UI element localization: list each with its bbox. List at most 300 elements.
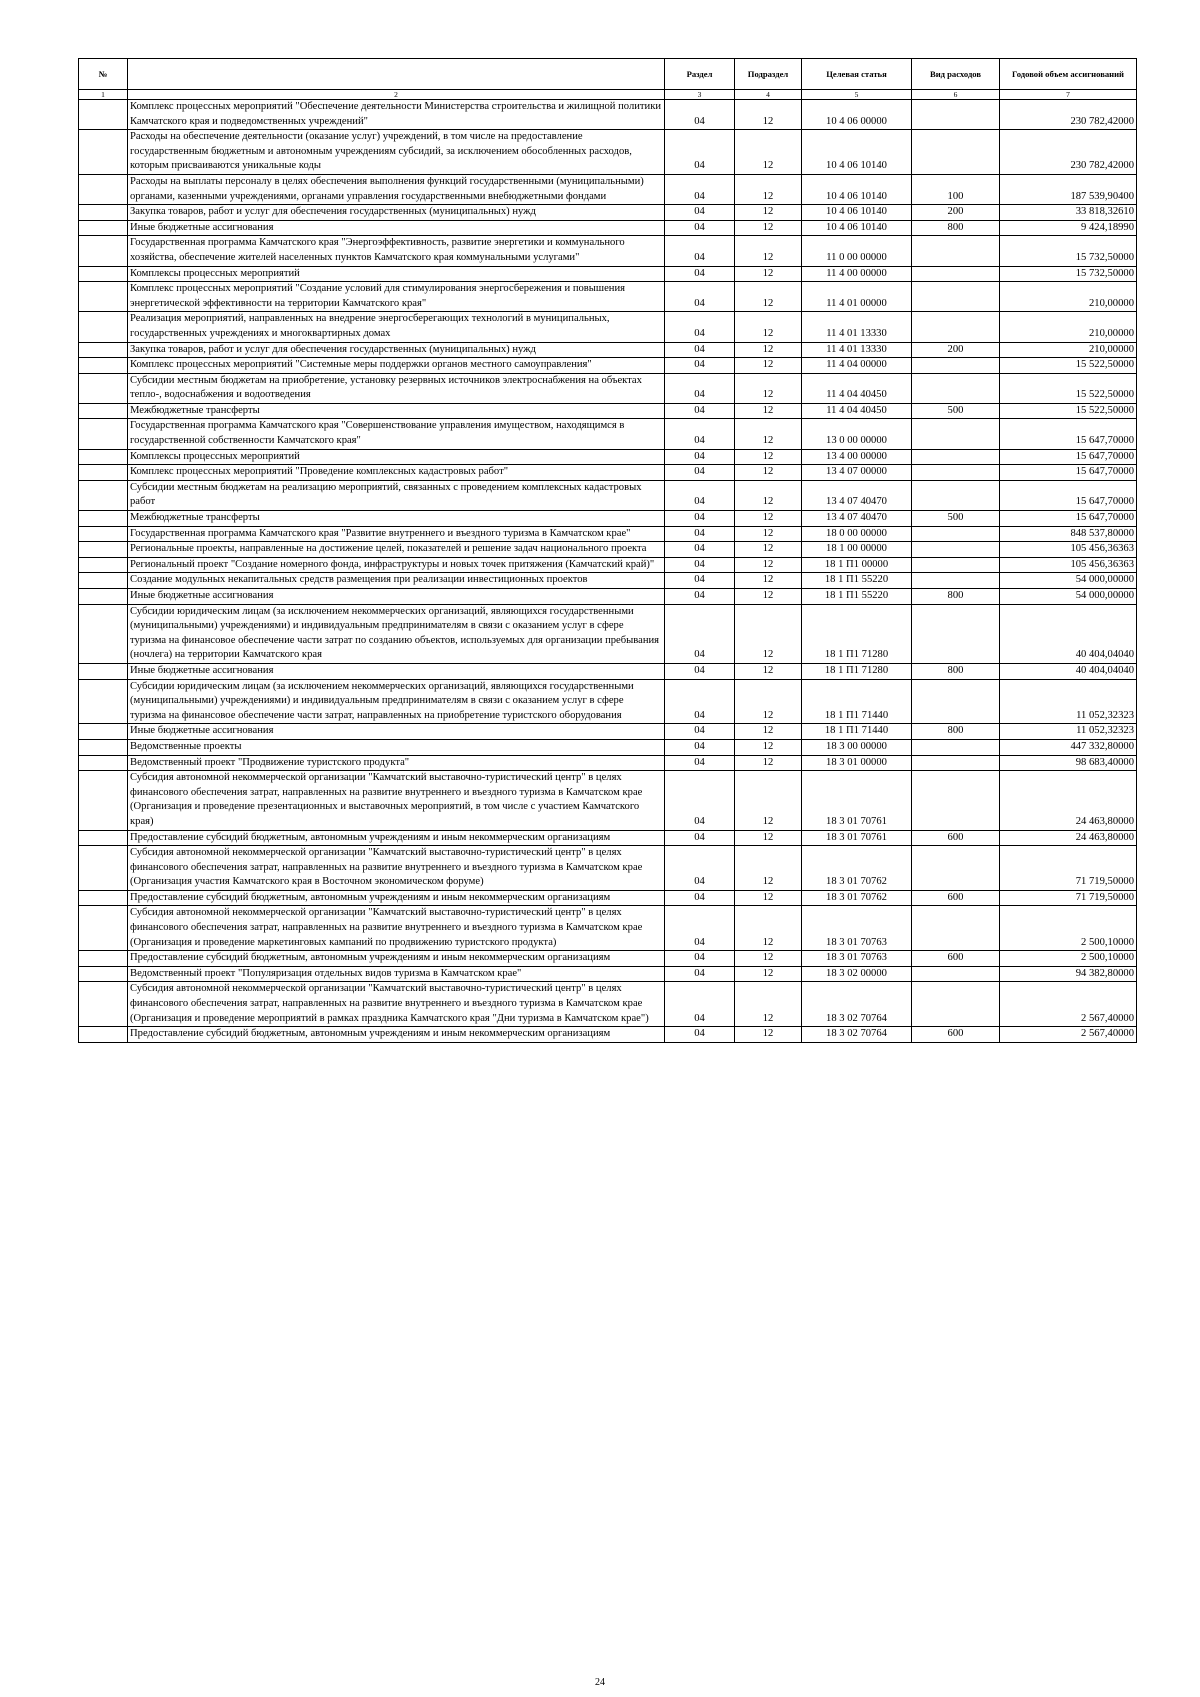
row-name: Межбюджетные трансферты [128, 403, 665, 419]
row-name: Иные бюджетные ассигнования [128, 220, 665, 236]
row-name: Субсидии местным бюджетам на приобретение, установку резервных источников электроснабжения на объектах тепло-, водоснабжения и водоотведения [128, 373, 665, 403]
row-razdel: 04 [665, 312, 735, 342]
row-podrazdel: 12 [735, 846, 802, 891]
row-podrazdel: 12 [735, 542, 802, 558]
row-tselevaya-statya: 18 3 01 00000 [802, 755, 912, 771]
row-vid-raskhodov: 600 [912, 890, 1000, 906]
header-no: № [79, 59, 128, 90]
row-vid-raskhodov: 800 [912, 589, 1000, 605]
row-number [79, 526, 128, 542]
table-row [79, 480, 1137, 510]
row-podrazdel: 12 [735, 830, 802, 846]
row-tselevaya-statya: 11 4 04 40450 [802, 403, 912, 419]
row-tselevaya-statya: 18 3 01 70762 [802, 890, 912, 906]
row-razdel: 04 [665, 526, 735, 542]
row-summa: 40 404,04040 [1000, 663, 1137, 679]
header-row [79, 59, 1137, 90]
row-tselevaya-statya: 11 4 01 13330 [802, 342, 912, 358]
row-number [79, 557, 128, 573]
row-name: Региональный проект "Создание номерного фонда, инфраструктуры и новых точек притяжения (Камчатский край)" [128, 557, 665, 573]
row-podrazdel: 12 [735, 724, 802, 740]
row-razdel: 04 [665, 589, 735, 605]
page-number: 24 [595, 1677, 605, 1688]
table-row [79, 573, 1137, 589]
row-tselevaya-statya: 18 3 02 70764 [802, 1027, 912, 1043]
row-name: Субсидии юридическим лицам (за исключением некоммерческих организаций, являющихся государственными (муниципальными) учреждениями) и индивидуальным предпринимателям в связи с оказанием услуг в сфере туризма на финансовое обеспечение части затрат, направленных на приобретение туристского оборудования [128, 679, 665, 724]
table-row [79, 174, 1137, 204]
row-summa: 447 332,80000 [1000, 739, 1137, 755]
row-razdel: 04 [665, 542, 735, 558]
row-tselevaya-statya: 11 4 00 00000 [802, 266, 912, 282]
row-vid-raskhodov [912, 542, 1000, 558]
row-tselevaya-statya: 10 4 06 10140 [802, 174, 912, 204]
column-number: 5 [802, 90, 912, 100]
header-name [128, 59, 665, 90]
row-vid-raskhodov [912, 419, 1000, 449]
row-tselevaya-statya: 18 1 00 00000 [802, 542, 912, 558]
row-podrazdel: 12 [735, 205, 802, 221]
row-number [79, 312, 128, 342]
row-name: Комплекс процессных мероприятий "Системные меры поддержки органов местного самоуправления" [128, 358, 665, 374]
row-name: Ведомственный проект "Продвижение туристского продукта" [128, 755, 665, 771]
table-row [79, 342, 1137, 358]
budget-sheet [78, 58, 1136, 1043]
row-vid-raskhodov [912, 557, 1000, 573]
row-summa: 15 522,50000 [1000, 403, 1137, 419]
row-podrazdel: 12 [735, 951, 802, 967]
table-row [79, 100, 1137, 130]
row-vid-raskhodov: 800 [912, 220, 1000, 236]
row-summa: 2 567,40000 [1000, 982, 1137, 1027]
budget-table [78, 58, 1137, 1043]
row-tselevaya-statya: 11 4 01 13330 [802, 312, 912, 342]
header-godovoy-obem: Годовой объем ассигнований [1000, 59, 1137, 90]
row-tselevaya-statya: 18 3 02 00000 [802, 966, 912, 982]
row-name: Государственная программа Камчатского края "Энергоэффективность, развитие энергетики и коммунального хозяйства, обеспечение жителей населенных пунктов Камчатского края коммунальными услугами" [128, 236, 665, 266]
row-tselevaya-statya: 18 3 01 70761 [802, 830, 912, 846]
row-number [79, 358, 128, 374]
row-summa: 15 647,70000 [1000, 480, 1137, 510]
row-vid-raskhodov [912, 465, 1000, 481]
row-name: Предоставление субсидий бюджетным, автономным учреждениям и иным некоммерческим организациям [128, 830, 665, 846]
row-vid-raskhodov [912, 526, 1000, 542]
row-tselevaya-statya: 18 0 00 00000 [802, 526, 912, 542]
row-name: Иные бюджетные ассигнования [128, 724, 665, 740]
row-number [79, 542, 128, 558]
row-number [79, 465, 128, 481]
row-vid-raskhodov: 800 [912, 724, 1000, 740]
row-summa: 33 818,32610 [1000, 205, 1137, 221]
row-podrazdel: 12 [735, 358, 802, 374]
row-vid-raskhodov: 600 [912, 951, 1000, 967]
row-name: Расходы на обеспечение деятельности (оказание услуг) учреждений, в том числе на предоставление государственным бюджетным и автономным учреждениям субсидий, за исключением обособленных расходов, которым присваиваются уникальные коды [128, 130, 665, 175]
row-tselevaya-statya: 10 4 06 10140 [802, 130, 912, 175]
row-number [79, 480, 128, 510]
row-summa: 210,00000 [1000, 312, 1137, 342]
row-vid-raskhodov: 100 [912, 174, 1000, 204]
table-row [79, 589, 1137, 605]
row-vid-raskhodov [912, 100, 1000, 130]
row-tselevaya-statya: 18 1 П1 71440 [802, 724, 912, 740]
row-razdel: 04 [665, 771, 735, 830]
table-row [79, 982, 1137, 1027]
row-vid-raskhodov [912, 312, 1000, 342]
row-tselevaya-statya: 18 3 01 70762 [802, 846, 912, 891]
row-number [79, 739, 128, 755]
table-row [79, 542, 1137, 558]
row-podrazdel: 12 [735, 906, 802, 951]
row-number [79, 906, 128, 951]
row-podrazdel: 12 [735, 739, 802, 755]
table-row [79, 312, 1137, 342]
row-name: Субсидия автономной некоммерческой организации "Камчатский выставочно-туристический центр" в целях финансового обеспечения затрат, направленных на развитие внутреннего и въездного туризма в Камчатском крае (Организация участия Камчатского края в Восточном экономическом форуме) [128, 846, 665, 891]
row-tselevaya-statya: 18 3 01 70761 [802, 771, 912, 830]
table-row [79, 724, 1137, 740]
row-number [79, 342, 128, 358]
row-razdel: 04 [665, 174, 735, 204]
header-podrazdel: Подраздел [735, 59, 802, 90]
row-podrazdel: 12 [735, 449, 802, 465]
row-name: Закупка товаров, работ и услуг для обеспечения государственных (муниципальных) нужд [128, 205, 665, 221]
row-vid-raskhodov [912, 755, 1000, 771]
row-podrazdel: 12 [735, 100, 802, 130]
column-number: 2 [128, 90, 665, 100]
row-name: Региональные проекты, направленные на достижение целей, показателей и решение задач национального проекта [128, 542, 665, 558]
row-razdel: 04 [665, 906, 735, 951]
row-podrazdel: 12 [735, 220, 802, 236]
row-number [79, 771, 128, 830]
row-name: Субсидии юридическим лицам (за исключением некоммерческих организаций, являющихся государственными (муниципальными) учреждениями) и индивидуальным предпринимателям в связи с оказанием услуг в сфере туризма на финансовое обеспечение части затрат по созданию объектов, используемых для организации пребывания (ночлега) на территории Камчатского края [128, 604, 665, 663]
table-header [79, 59, 1137, 100]
row-podrazdel: 12 [735, 373, 802, 403]
row-vid-raskhodov [912, 266, 1000, 282]
table-row [79, 282, 1137, 312]
table-row [79, 663, 1137, 679]
row-name: Субсидии местным бюджетам на реализацию мероприятий, связанных с проведением комплексных кадастровых работ [128, 480, 665, 510]
row-summa: 9 424,18990 [1000, 220, 1137, 236]
row-razdel: 04 [665, 342, 735, 358]
row-tselevaya-statya: 10 4 06 10140 [802, 205, 912, 221]
row-summa: 187 539,90400 [1000, 174, 1137, 204]
row-podrazdel: 12 [735, 589, 802, 605]
row-podrazdel: 12 [735, 236, 802, 266]
row-razdel: 04 [665, 130, 735, 175]
table-row [79, 373, 1137, 403]
row-number [79, 589, 128, 605]
row-summa: 105 456,36363 [1000, 542, 1137, 558]
row-vid-raskhodov [912, 966, 1000, 982]
row-podrazdel: 12 [735, 266, 802, 282]
row-summa: 230 782,42000 [1000, 100, 1137, 130]
table-row [79, 557, 1137, 573]
row-summa: 105 456,36363 [1000, 557, 1137, 573]
row-razdel: 04 [665, 739, 735, 755]
row-summa: 11 052,32323 [1000, 679, 1137, 724]
row-podrazdel: 12 [735, 511, 802, 527]
row-podrazdel: 12 [735, 890, 802, 906]
row-podrazdel: 12 [735, 573, 802, 589]
row-name: Создание модульных некапитальных средств размещения при реализации инвестиционных проектов [128, 573, 665, 589]
row-summa: 54 000,00000 [1000, 573, 1137, 589]
row-number [79, 100, 128, 130]
row-tselevaya-statya: 18 1 П1 55220 [802, 589, 912, 605]
row-number [79, 846, 128, 891]
row-tselevaya-statya: 13 0 00 00000 [802, 419, 912, 449]
row-tselevaya-statya: 10 4 06 10140 [802, 220, 912, 236]
row-name: Субсидия автономной некоммерческой организации "Камчатский выставочно-туристический центр" в целях финансового обеспечения затрат, направленных на развитие внутреннего и въездного туризма в Камчатском крае (Организация и проведение мероприятий в рамках праздника Камчатского края "Дни туризма в Камчатском крае") [128, 982, 665, 1027]
row-name: Межбюджетные трансферты [128, 511, 665, 527]
row-number [79, 373, 128, 403]
table-row [79, 358, 1137, 374]
row-name: Комплекс процессных мероприятий "Проведение комплексных кадастровых работ" [128, 465, 665, 481]
column-number: 3 [665, 90, 735, 100]
row-summa: 15 522,50000 [1000, 373, 1137, 403]
row-tselevaya-statya: 10 4 06 00000 [802, 100, 912, 130]
row-number [79, 755, 128, 771]
header-razdel: Раздел [665, 59, 735, 90]
row-razdel: 04 [665, 1027, 735, 1043]
row-number [79, 449, 128, 465]
row-razdel: 04 [665, 236, 735, 266]
row-summa: 2 500,10000 [1000, 951, 1137, 967]
row-podrazdel: 12 [735, 480, 802, 510]
row-razdel: 04 [665, 982, 735, 1027]
row-razdel: 04 [665, 951, 735, 967]
table-row [79, 604, 1137, 663]
row-number [79, 282, 128, 312]
row-tselevaya-statya: 18 3 02 70764 [802, 982, 912, 1027]
row-summa: 98 683,40000 [1000, 755, 1137, 771]
table-row [79, 526, 1137, 542]
row-summa: 54 000,00000 [1000, 589, 1137, 605]
table-row [79, 830, 1137, 846]
row-razdel: 04 [665, 890, 735, 906]
row-number [79, 205, 128, 221]
table-row [79, 966, 1137, 982]
row-razdel: 04 [665, 480, 735, 510]
row-name: Государственная программа Камчатского края "Совершенствование управления имуществом, находящимся в государственной собственности Камчатского края" [128, 419, 665, 449]
row-summa: 94 382,80000 [1000, 966, 1137, 982]
row-vid-raskhodov [912, 130, 1000, 175]
row-summa: 15 647,70000 [1000, 449, 1137, 465]
row-summa: 15 732,50000 [1000, 236, 1137, 266]
row-number [79, 890, 128, 906]
row-number [79, 679, 128, 724]
row-podrazdel: 12 [735, 604, 802, 663]
row-vid-raskhodov [912, 739, 1000, 755]
column-number: 7 [1000, 90, 1137, 100]
row-tselevaya-statya: 13 4 07 00000 [802, 465, 912, 481]
row-name: Комплекс процессных мероприятий "Обеспечение деятельности Министерства строительства и жилищной политики Камчатского края и подведомственных учреждений" [128, 100, 665, 130]
row-name: Комплексы процессных мероприятий [128, 449, 665, 465]
row-summa: 15 647,70000 [1000, 511, 1137, 527]
row-tselevaya-statya: 11 4 01 00000 [802, 282, 912, 312]
row-vid-raskhodov: 600 [912, 1027, 1000, 1043]
row-number [79, 236, 128, 266]
row-number [79, 419, 128, 449]
row-name: Предоставление субсидий бюджетным, автономным учреждениям и иным некоммерческим организациям [128, 890, 665, 906]
row-number [79, 220, 128, 236]
row-podrazdel: 12 [735, 342, 802, 358]
table-row [79, 465, 1137, 481]
table-row [79, 846, 1137, 891]
row-razdel: 04 [665, 966, 735, 982]
row-podrazdel: 12 [735, 312, 802, 342]
row-number [79, 966, 128, 982]
row-name: Иные бюджетные ассигнования [128, 589, 665, 605]
row-razdel: 04 [665, 419, 735, 449]
row-summa: 2 500,10000 [1000, 906, 1137, 951]
row-name: Ведомственные проекты [128, 739, 665, 755]
row-number [79, 511, 128, 527]
row-summa: 40 404,04040 [1000, 604, 1137, 663]
row-tselevaya-statya: 18 3 01 70763 [802, 951, 912, 967]
row-vid-raskhodov [912, 679, 1000, 724]
row-number [79, 1027, 128, 1043]
row-razdel: 04 [665, 679, 735, 724]
row-razdel: 04 [665, 403, 735, 419]
row-summa: 15 647,70000 [1000, 465, 1137, 481]
row-summa: 15 522,50000 [1000, 358, 1137, 374]
row-razdel: 04 [665, 511, 735, 527]
row-name: Расходы на выплаты персоналу в целях обеспечения выполнения функций государственными (муниципальными) органами, казенными учреждениями, органами управления государственными внебюджетными фондами [128, 174, 665, 204]
row-name: Предоставление субсидий бюджетным, автономным учреждениям и иным некоммерческим организациям [128, 951, 665, 967]
row-vid-raskhodov: 800 [912, 663, 1000, 679]
table-row [79, 220, 1137, 236]
table-row [79, 130, 1137, 175]
row-vid-raskhodov [912, 282, 1000, 312]
row-podrazdel: 12 [735, 755, 802, 771]
row-podrazdel: 12 [735, 982, 802, 1027]
row-podrazdel: 12 [735, 174, 802, 204]
row-razdel: 04 [665, 465, 735, 481]
row-summa: 15 647,70000 [1000, 419, 1137, 449]
row-number [79, 982, 128, 1027]
row-razdel: 04 [665, 557, 735, 573]
row-number [79, 830, 128, 846]
row-vid-raskhodov [912, 449, 1000, 465]
row-tselevaya-statya: 18 1 П1 71280 [802, 663, 912, 679]
header-tselevaya-statya: Целевая статья [802, 59, 912, 90]
column-number-row [79, 90, 1137, 100]
row-number [79, 604, 128, 663]
table-row [79, 419, 1137, 449]
row-podrazdel: 12 [735, 557, 802, 573]
row-podrazdel: 12 [735, 130, 802, 175]
row-tselevaya-statya: 18 3 01 70763 [802, 906, 912, 951]
row-podrazdel: 12 [735, 403, 802, 419]
row-number [79, 174, 128, 204]
row-summa: 24 463,80000 [1000, 771, 1137, 830]
row-vid-raskhodov: 500 [912, 511, 1000, 527]
row-tselevaya-statya: 18 1 П1 00000 [802, 557, 912, 573]
table-row [79, 679, 1137, 724]
table-row [79, 236, 1137, 266]
row-razdel: 04 [665, 663, 735, 679]
table-row [79, 739, 1137, 755]
row-tselevaya-statya: 13 4 07 40470 [802, 480, 912, 510]
column-number: 4 [735, 90, 802, 100]
row-number [79, 266, 128, 282]
row-summa: 11 052,32323 [1000, 724, 1137, 740]
row-summa: 24 463,80000 [1000, 830, 1137, 846]
row-razdel: 04 [665, 100, 735, 130]
table-row [79, 449, 1137, 465]
row-tselevaya-statya: 13 4 00 00000 [802, 449, 912, 465]
row-tselevaya-statya: 18 1 П1 71280 [802, 604, 912, 663]
row-vid-raskhodov: 200 [912, 205, 1000, 221]
row-razdel: 04 [665, 604, 735, 663]
table-row [79, 890, 1137, 906]
row-vid-raskhodov [912, 604, 1000, 663]
row-name: Реализация мероприятий, направленных на внедрение энергосберегающих технологий в муниципальных, государственных учреждениях и многоквартирных домах [128, 312, 665, 342]
row-razdel: 04 [665, 449, 735, 465]
row-razdel: 04 [665, 573, 735, 589]
table-row [79, 951, 1137, 967]
row-vid-raskhodov [912, 846, 1000, 891]
row-podrazdel: 12 [735, 771, 802, 830]
row-summa: 71 719,50000 [1000, 890, 1137, 906]
table-row [79, 266, 1137, 282]
row-razdel: 04 [665, 358, 735, 374]
row-vid-raskhodov [912, 573, 1000, 589]
table-row [79, 1027, 1137, 1043]
row-vid-raskhodov: 600 [912, 830, 1000, 846]
row-razdel: 04 [665, 755, 735, 771]
row-name: Государственная программа Камчатского края "Развитие внутреннего и въездного туризма в Камчатском крае" [128, 526, 665, 542]
row-tselevaya-statya: 11 4 04 40450 [802, 373, 912, 403]
row-razdel: 04 [665, 282, 735, 312]
row-number [79, 663, 128, 679]
row-podrazdel: 12 [735, 679, 802, 724]
row-number [79, 724, 128, 740]
row-razdel: 04 [665, 205, 735, 221]
row-vid-raskhodov [912, 236, 1000, 266]
row-razdel: 04 [665, 266, 735, 282]
row-podrazdel: 12 [735, 465, 802, 481]
row-vid-raskhodov: 500 [912, 403, 1000, 419]
table-row [79, 755, 1137, 771]
row-summa: 71 719,50000 [1000, 846, 1137, 891]
column-number: 1 [79, 90, 128, 100]
row-summa: 210,00000 [1000, 282, 1137, 312]
table-body [79, 100, 1137, 1043]
row-tselevaya-statya: 18 1 П1 71440 [802, 679, 912, 724]
row-podrazdel: 12 [735, 419, 802, 449]
row-tselevaya-statya: 13 4 07 40470 [802, 511, 912, 527]
row-name: Закупка товаров, работ и услуг для обеспечения государственных (муниципальных) нужд [128, 342, 665, 358]
row-summa: 15 732,50000 [1000, 266, 1137, 282]
row-name: Субсидия автономной некоммерческой организации "Камчатский выставочно-туристический центр" в целях финансового обеспечения затрат, направленных на развитие внутреннего и въездного туризма в Камчатском крае (Организация и проведение маркетинговых кампаний по продвижению туристского продукта) [128, 906, 665, 951]
table-row [79, 205, 1137, 221]
row-name: Комплексы процессных мероприятий [128, 266, 665, 282]
table-row [79, 771, 1137, 830]
row-name: Субсидия автономной некоммерческой организации "Камчатский выставочно-туристический центр" в целях финансового обеспечения затрат, направленных на развитие внутреннего и въездного туризма в Камчатском крае (Организация и проведение презентационных и выставочных мероприятий, в том числе с участием Камчатского края) [128, 771, 665, 830]
row-name: Комплекс процессных мероприятий "Создание условий для стимулирования энергосбережения и повышения энергетической эффективности на территории Камчатского края" [128, 282, 665, 312]
row-summa: 2 567,40000 [1000, 1027, 1137, 1043]
row-tselevaya-statya: 18 3 00 00000 [802, 739, 912, 755]
header-vid-raskhodov: Вид расходов [912, 59, 1000, 90]
table-row [79, 403, 1137, 419]
row-razdel: 04 [665, 830, 735, 846]
row-name: Предоставление субсидий бюджетным, автономным учреждениям и иным некоммерческим организациям [128, 1027, 665, 1043]
row-vid-raskhodov: 200 [912, 342, 1000, 358]
row-razdel: 04 [665, 220, 735, 236]
row-podrazdel: 12 [735, 1027, 802, 1043]
row-tselevaya-statya: 11 0 00 00000 [802, 236, 912, 266]
row-podrazdel: 12 [735, 663, 802, 679]
row-vid-raskhodov [912, 358, 1000, 374]
